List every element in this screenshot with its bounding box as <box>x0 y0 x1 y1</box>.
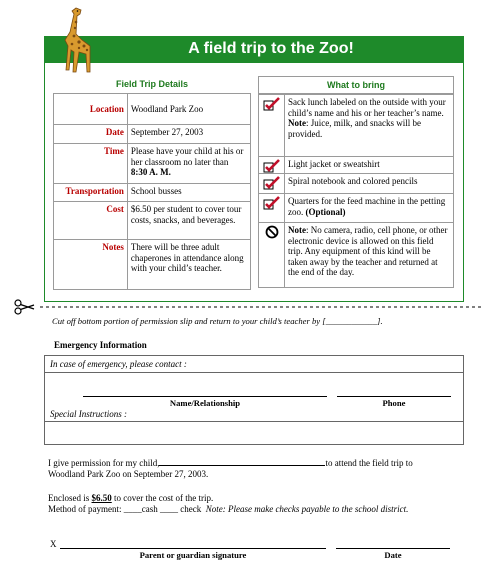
special-instructions-field[interactable] <box>45 422 463 444</box>
enclosed-a: Enclosed is <box>48 493 92 503</box>
field-trip-details <box>53 76 251 290</box>
bring-item-4 <box>285 194 453 222</box>
permission-a: I give permission for my child, <box>48 458 160 468</box>
signature-line[interactable] <box>60 548 326 549</box>
cut-line <box>14 299 484 315</box>
cost-value: $6.50 per student to cover tour costs, snacks, and beverages. <box>127 202 250 240</box>
bring-item-text <box>285 95 453 156</box>
payment-note: Note: Please make checks payable to the school district. <box>205 503 409 514</box>
transportation-label: Transportation <box>54 184 128 202</box>
table-row <box>54 144 251 184</box>
note-label: Note <box>288 118 306 128</box>
location-label: Location <box>54 94 128 125</box>
emergency-title: Emergency Information <box>54 340 147 350</box>
cost-label: Cost <box>54 202 128 240</box>
date-value: September 27, 2003 <box>127 125 250 144</box>
name-line[interactable] <box>83 396 327 397</box>
bring-item-5 <box>285 223 453 287</box>
table-row <box>54 184 251 202</box>
note-text: : No camera, radio, cell phone, or other electronic device is allowed on this field trip. Any equipment of this kind will be taken away by the teacher and returned at the end of the day. <box>288 225 448 277</box>
bring-item-1: Sack lunch labeled on the outside with your child’s name and his or her teacher’s name. <box>288 97 446 118</box>
special-instructions-label: Special Instructions : <box>50 409 127 419</box>
phone-line[interactable] <box>337 396 451 397</box>
check-icon <box>259 157 285 173</box>
what-to-bring <box>258 76 454 288</box>
optional-label: (Optional) <box>305 206 346 217</box>
emergency-contact-row <box>45 373 463 422</box>
signature-row <box>46 538 466 562</box>
details-table <box>53 93 251 290</box>
list-item <box>259 156 453 173</box>
signature-caption: Parent or guardian signature <box>139 550 247 560</box>
note-text: : Juice, milk, and snacks will be provided. <box>288 118 421 139</box>
details-title: Field Trip Details <box>115 79 189 89</box>
cut-instructions: Cut off bottom portion of permission slip and return to your child’s teacher by [____________]. <box>52 316 383 326</box>
enclosed-b: to cover the cost of the trip. <box>111 493 214 503</box>
emergency-box <box>44 355 464 445</box>
date-line[interactable] <box>336 548 450 549</box>
permission-line2: Woodland Park Zoo on September 27, 2003. <box>48 468 209 479</box>
date-label: Date <box>54 125 128 144</box>
table-row <box>54 202 251 240</box>
payment-method: Method of payment: ____cash ____ check <box>48 503 202 514</box>
child-name-blank[interactable] <box>159 458 325 466</box>
time-bold: 8:30 A. M. <box>130 167 171 177</box>
phone-caption: Phone <box>382 398 406 408</box>
amount: $6.50 <box>91 493 112 503</box>
transportation-value: School busses <box>127 184 250 202</box>
x-mark: X <box>50 539 57 549</box>
notes-value: There will be three adult chaperones in attendance along with your child’s teacher. <box>127 240 250 290</box>
check-icon <box>259 95 285 156</box>
emergency-contact-label: In case of emergency, please contact : <box>45 356 463 373</box>
table-row <box>54 94 251 125</box>
check-icon <box>259 174 285 193</box>
list-item <box>259 173 453 193</box>
table-row <box>54 240 251 290</box>
bring-title: What to bring <box>259 77 453 94</box>
list-item <box>259 193 453 222</box>
list-item <box>259 222 453 287</box>
time-label: Time <box>54 144 128 184</box>
page-title: A field trip to the Zoo! <box>44 36 464 62</box>
no-icon <box>259 223 285 287</box>
check-icon <box>259 194 285 222</box>
bring-item-4-text: Quarters for the feed machine in the petting zoo. <box>288 196 446 217</box>
scissors-icon <box>15 300 34 314</box>
bring-item-2: Light jacket or sweatshirt <box>288 159 380 169</box>
time-value <box>127 144 250 184</box>
note-label: Note <box>288 225 306 235</box>
table-row <box>54 125 251 144</box>
time-text: Please have your child at his or her classroom no later than <box>130 146 244 167</box>
permission-b: to attend the field trip to <box>325 458 413 468</box>
payment-text <box>48 493 458 514</box>
location-value: Woodland Park Zoo <box>127 94 250 125</box>
notes-label: Notes <box>54 240 128 290</box>
list-item <box>259 94 453 156</box>
date-caption: Date <box>384 550 402 560</box>
name-caption: Name/Relationship <box>169 398 241 408</box>
bring-item-3: Spiral notebook and colored pencils <box>288 176 418 186</box>
giraffe-illustration <box>52 6 102 76</box>
permission-text <box>48 458 468 479</box>
